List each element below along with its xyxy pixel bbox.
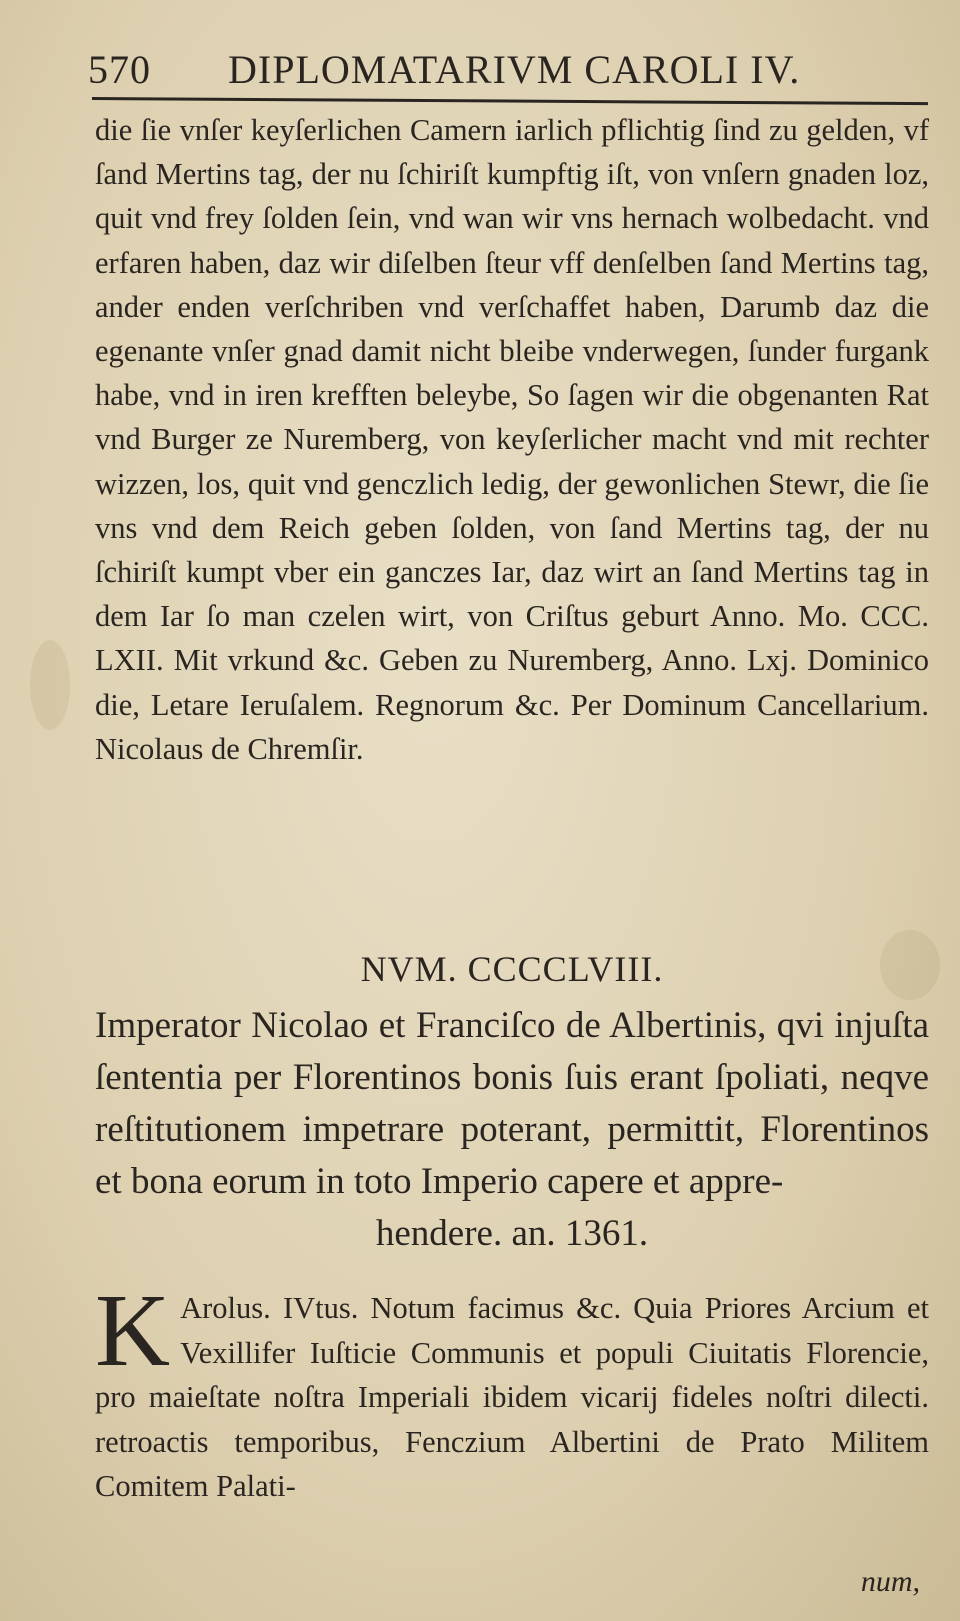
paper-stain [30, 640, 70, 730]
header-rule [92, 97, 928, 105]
running-head: DIPLOMATARIVM CAROLI IV. [228, 47, 801, 92]
page-header [88, 40, 918, 96]
section-title-last-line: hendere. an. 1361. [375, 1213, 649, 1254]
paragraph: die ſie vnſer keyſerlichen Camern iarlich pflichtig ſind zu gelden, vf ſand Mertins tag, der nu ſchiriſt kumpftig iſt, von vnſern gnaden loz, quit vnd frey ſolden ſein, vnd wan wir vns hernach wolbedacht. vnd erfaren haben, daz wir diſelben ſteur vff denſelben ſand Mertins tag, ander enden verſchriben vnd verſchaffet haben, Darumb daz die egenante vnſer gnad damit nicht bleibe vnderwegen, ſunder furgank habe, vnd in iren krefften beleybe, So ſagen wir die obgenanten Rat vnd Burger ze Nuremberg, von keyſerlicher macht vnd mit rechter wizzen, los, quit vnd genczlich ledig, der gewonlichen Stewr, die ſie vns vnd dem Reich geben ſolden, von ſand Mertins tag, der nu ſchiriſt kumpt vber ein ganczes Iar, daz wirt an ſand Mertins tag in dem Iar ſo man czelen wirt, von Criſtus geburt Anno. Mo. CCC. LXII. Mit vrkund &c. Geben zu Nuremberg, Anno. Lxj. Dominico die, Letare Ieruſalem. Regnorum &c. Per Dominum Cancellarium. Nicolaus de Chremſir. [95, 113, 929, 766]
page-number: 570 [88, 47, 151, 92]
previous-document-text [95, 108, 929, 771]
section-title-main: Imperator Nicolao et Franciſco de Albertinis, qvi injuſta ſententia per Florentinos bonis ſuis erant ſpoliati, neqve reſtitutionem impetrare poterant, permittit, Florentinos et bona eorum in toto Imperio capere et appre- [95, 1005, 929, 1202]
charter-text [95, 1273, 929, 1509]
catchword: num, [860, 1565, 920, 1598]
charter-body: Arolus. IVtus. Notum facimus &c. Quia Priores Arcium et Vexillifer Iuſticie Communis et populi Ciuitatis Florencie, pro maieſtate noſtra Imperiali ibidem vicarij fideles noſtri dilecti. retroactis temporibus, Fenczium Albertini de Prato Militem Comitem Palati- [95, 1291, 929, 1503]
section-title [95, 1000, 929, 1260]
section-number: NVM. CCCCLVIII. [360, 949, 664, 989]
drop-cap: K [95, 1273, 171, 1388]
